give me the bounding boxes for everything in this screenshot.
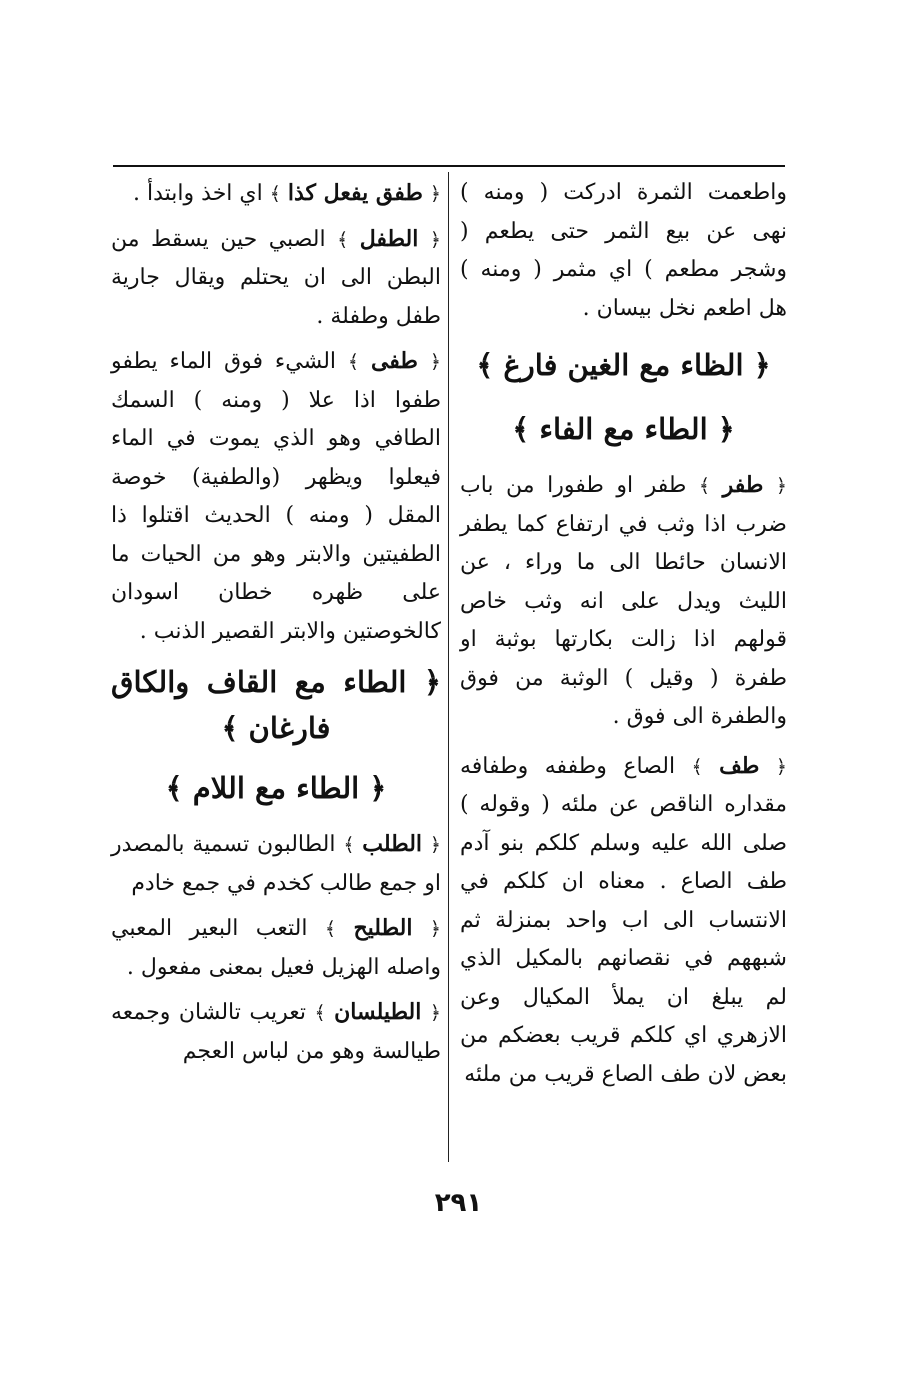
ornament-close: ﴾ bbox=[269, 183, 281, 205]
ornament-open: ﴿ bbox=[775, 755, 788, 778]
ornament-open: ﴿ bbox=[429, 183, 441, 205]
entry-term: الطفل bbox=[359, 225, 419, 252]
ornament-close: ﴾ bbox=[324, 918, 337, 940]
ornament-open: ﴿ bbox=[429, 834, 441, 856]
ornament-open: ﴿ bbox=[429, 1002, 442, 1024]
page-number: ٢٩١ bbox=[434, 1188, 483, 1218]
ornament-open: ﴿ bbox=[775, 475, 787, 497]
entry-term: طفق يفعل كذا bbox=[287, 180, 423, 206]
ornament-close: ﴾ bbox=[347, 351, 360, 373]
entry-term: الطلب bbox=[362, 831, 423, 857]
entry-definition: اي اخذ وابتدأ . bbox=[133, 181, 263, 206]
section-heading-taa-qaf-kaf: ﴿ الطاء مع القاف والكاق فارغان ﴾ bbox=[111, 665, 441, 745]
section-heading-taa-faa: ﴿ الطاء مع الفاء ﴾ bbox=[512, 412, 735, 446]
entry-definition: الطالبون تسمية بالمصدر او جمع طالب كخدم في جمع خادم bbox=[111, 832, 441, 896]
ornament-open: ﴿ bbox=[429, 918, 442, 940]
entry-term: طف bbox=[719, 752, 760, 779]
entry-term: الطيلسان bbox=[334, 999, 422, 1025]
entry-tafar bbox=[460, 466, 787, 737]
column-divider bbox=[448, 172, 449, 1162]
entry-tafiqa bbox=[111, 174, 441, 214]
right-paragraph-continuation: واطعمت الثمرة ادركت ( ومنه ) نهى عن بيع الثمر حتى يطعم ( وشجر مطعم ) اي مثمر ( ومنه ) هل اطعم نخل بيسان . bbox=[460, 180, 787, 321]
entry-talab bbox=[111, 825, 441, 903]
entry-definition: الصبي حين يسقط من البطن الى ان يحتلم ويقال جارية طفل وطفلة . bbox=[111, 226, 441, 329]
entry-definition: تعريب تالشان وجمعه طيالسة وهو من لباس العجم bbox=[111, 1000, 441, 1064]
left-column bbox=[111, 174, 441, 1077]
right-column bbox=[460, 174, 787, 1104]
section-heading-zaa-ghain: ﴿ الظاء مع الغين فارغ ﴾ bbox=[476, 348, 771, 382]
ornament-close: ﴾ bbox=[691, 755, 703, 778]
entry-definition: التعب البعير المعبي واصله الهزيل فعيل بمعنى مفعول . bbox=[111, 916, 441, 980]
ornament-close: ﴾ bbox=[698, 475, 711, 497]
entry-definition: الشيء فوق الماء يطفو طفوا اذا علا ( ومنه ) السمك الطافي وهو الذي يموت في الماء فيعلوا ويظهر (والطفية) خوصة المقل ( ومنه ) الحديث اقتلوا ذا الطفيتين والابتر وهو من الحيات ما على ظهره خطان اسودان كالخوصتين والابتر القصير الذنب . bbox=[111, 349, 441, 644]
entry-taff bbox=[460, 747, 787, 1095]
section-heading-taa-lam: ﴿ الطاء مع اللام ﴾ bbox=[165, 771, 387, 805]
ornament-close: ﴾ bbox=[343, 834, 355, 856]
entry-tifl bbox=[111, 220, 441, 337]
entry-taylasan bbox=[111, 993, 441, 1071]
ornament-close: ﴾ bbox=[337, 228, 349, 251]
top-rule bbox=[113, 165, 785, 167]
entry-definition: الصاع وطففه وطفافه مقداره الناقص عن ملئه ( وقوله ) صلى الله عليه وسلم كلكم بنو آدم طف الصاع . معناه ان كلكم في الانتساب الى اب واحد بمنزلة ثم شبههم في نقصانهم بالمكيل الذي لم يبلغ ان يملأ المكيال وعن الازهري اي كلكم قريب بعضكم من بعض لان طف الصاع قريب من ملئه bbox=[460, 753, 787, 1087]
entry-talih bbox=[111, 909, 441, 987]
entry-definition: طفر او طفورا من باب ضرب اذا وثب في ارتفاع كما يطفر الانسان حائطا الى ما وراء ، عن الليث ويدل على انه وثب خاص قولهم اذا زالت بكارتها بوثبة او طفرة ( وقيل ) الوثبة من فوق والطفرة الى فوق . bbox=[460, 473, 787, 729]
entry-term: طفى bbox=[370, 348, 418, 374]
entry-term: الطليح bbox=[353, 915, 413, 941]
entry-term: طفر bbox=[722, 472, 764, 498]
ornament-open: ﴿ bbox=[429, 228, 441, 251]
entry-tafa bbox=[111, 342, 441, 651]
ornament-open: ﴿ bbox=[429, 351, 441, 373]
ornament-close: ﴾ bbox=[314, 1002, 326, 1024]
